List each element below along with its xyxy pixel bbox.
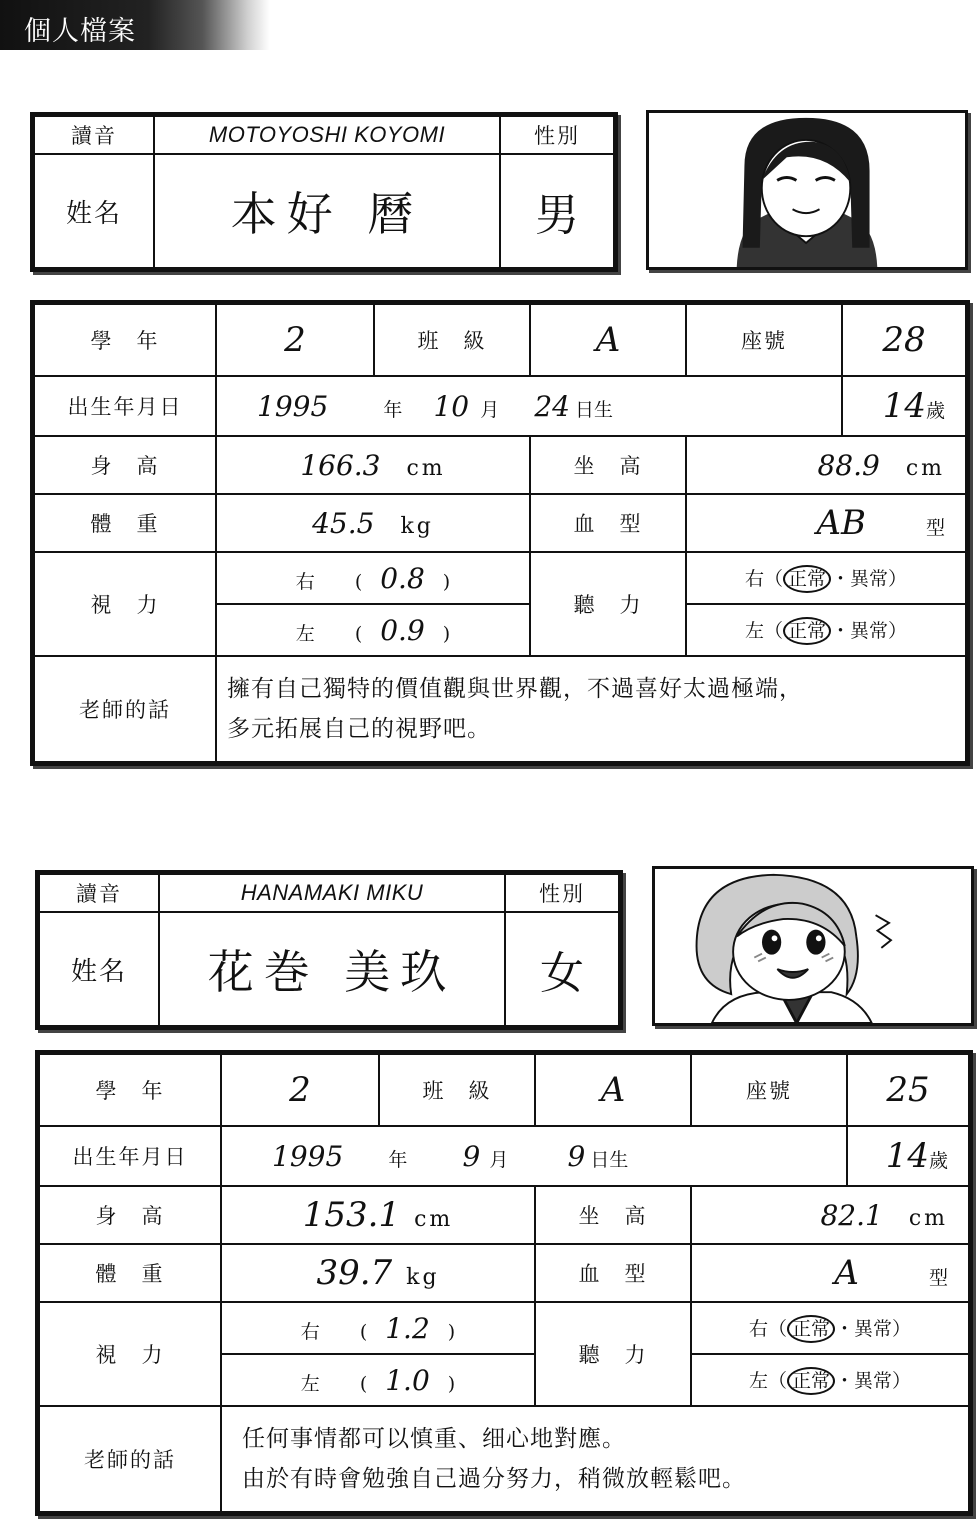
hearing-right-selected: 正常 bbox=[783, 565, 831, 593]
hearing-left: 左（ 正常 ・異常） bbox=[691, 1354, 969, 1406]
height-unit: cm bbox=[414, 1207, 454, 1232]
age-unit: 歲 bbox=[925, 400, 945, 422]
hearing-right-label: 右 bbox=[748, 1317, 768, 1340]
birth-label: 出生年月日 bbox=[39, 1126, 221, 1186]
weight-label: 體 重 bbox=[34, 494, 216, 552]
reading-value: MOTOYOSHI KOYOMI bbox=[154, 116, 500, 154]
sitting-height-number: 82.1 bbox=[820, 1198, 883, 1232]
birth-value bbox=[221, 1126, 847, 1186]
grade-label: 學 年 bbox=[39, 1054, 221, 1126]
blood-label: 血 型 bbox=[535, 1244, 691, 1302]
seat-value: 28 bbox=[842, 304, 966, 376]
header-tab bbox=[0, 0, 270, 50]
vision-left-value: 1.0 bbox=[385, 1363, 430, 1397]
teacher-comment-line-1: 擁有自己獨特的價值觀與世界觀，不過喜好太過極端， bbox=[227, 676, 803, 702]
sitting-height-number: 88.9 bbox=[817, 448, 880, 482]
birth-value bbox=[216, 376, 842, 436]
name-label: 姓名 bbox=[34, 154, 154, 268]
blood-unit: 型 bbox=[928, 1267, 948, 1289]
blood-label: 血 型 bbox=[530, 494, 686, 552]
teacher-comment-line-2: 多元拓展自己的視野吧。 bbox=[227, 716, 491, 742]
name-card bbox=[30, 112, 618, 272]
vision-label: 視 力 bbox=[34, 552, 216, 656]
birth-label: 出生年月日 bbox=[34, 376, 216, 436]
grade-value: 2 bbox=[216, 304, 374, 376]
blood-type: A bbox=[834, 1253, 859, 1293]
portrait-hanamaki bbox=[652, 866, 974, 1026]
seat-value: 25 bbox=[847, 1054, 969, 1126]
height-value bbox=[221, 1186, 535, 1244]
weight-value bbox=[216, 494, 530, 552]
age-number: 14 bbox=[882, 386, 926, 426]
teacher-comment-line-2: 由於有時會勉強自己過分努力，稍微放輕鬆吧。 bbox=[242, 1466, 746, 1492]
sitting-height-label: 坐 高 bbox=[535, 1186, 691, 1244]
portrait-drawing bbox=[649, 113, 965, 267]
birth-month: 9 bbox=[462, 1139, 481, 1173]
reading-value: HANAMAKI MIKU bbox=[159, 874, 505, 912]
blood-unit: 型 bbox=[925, 517, 945, 539]
weight-number: 45.5 bbox=[312, 506, 375, 540]
birth-day: 9 bbox=[567, 1139, 586, 1173]
hearing-left-alt: 異常 bbox=[854, 1369, 893, 1392]
portrait-drawing bbox=[655, 869, 971, 1023]
height-number: 153.1 bbox=[302, 1195, 401, 1235]
age-unit: 歲 bbox=[928, 1150, 948, 1172]
seat-label: 座號 bbox=[691, 1054, 847, 1126]
birth-month-unit: 月 bbox=[489, 1148, 509, 1171]
vision-right-label: 右 bbox=[295, 570, 315, 593]
height-label: 身 高 bbox=[39, 1186, 221, 1244]
vision-left-value: 0.9 bbox=[380, 613, 425, 647]
teacher-label: 老師的話 bbox=[39, 1406, 221, 1512]
hearing-left-selected: 正常 bbox=[787, 1367, 835, 1395]
sex-value: 男 bbox=[500, 154, 614, 268]
sitting-height-label: 坐 高 bbox=[530, 436, 686, 494]
age-number: 14 bbox=[885, 1136, 929, 1176]
birth-year: 1995 bbox=[272, 1139, 344, 1173]
teacher-comment bbox=[216, 656, 966, 762]
birth-year: 1995 bbox=[257, 389, 329, 423]
teacher-comment-line-1: 任何事情都可以慎重、细心地對應。 bbox=[242, 1426, 626, 1452]
birth-year-unit: 年 bbox=[383, 398, 403, 421]
name-card bbox=[35, 870, 623, 1030]
birth-year-unit: 年 bbox=[388, 1148, 408, 1171]
info-table bbox=[35, 1050, 973, 1516]
vision-right-value: 1.2 bbox=[385, 1311, 430, 1345]
birth-day: 24 bbox=[534, 389, 570, 423]
height-label: 身 高 bbox=[34, 436, 216, 494]
weight-value bbox=[221, 1244, 535, 1302]
name-value: 花巻 美玖 bbox=[159, 912, 505, 1026]
height-value bbox=[216, 436, 530, 494]
teacher-label: 老師的話 bbox=[34, 656, 216, 762]
hearing-right-alt: 異常 bbox=[854, 1317, 893, 1340]
vision-label: 視 力 bbox=[39, 1302, 221, 1406]
vision-left: 左 (1.0 ) bbox=[221, 1354, 535, 1406]
blood-type: AB bbox=[816, 503, 866, 543]
vision-right-label: 右 bbox=[300, 1320, 320, 1343]
vision-right: 右 (0.8 ) bbox=[216, 552, 530, 604]
weight-number: 39.7 bbox=[316, 1253, 393, 1293]
hearing-right: 右（ 正常 ・異常） bbox=[686, 552, 966, 604]
hearing-left-alt: 異常 bbox=[850, 619, 889, 642]
hearing-label: 聽 力 bbox=[530, 552, 686, 656]
name-value: 本好 曆 bbox=[154, 154, 500, 268]
blood-value bbox=[691, 1244, 969, 1302]
birth-month-unit: 月 bbox=[480, 398, 500, 421]
age-value bbox=[842, 376, 966, 436]
sex-label: 性別 bbox=[500, 116, 614, 154]
reading-label: 讀音 bbox=[39, 874, 159, 912]
page-title: 個人檔案 bbox=[24, 16, 136, 47]
hearing-right: 右（ 正常 ・異常） bbox=[691, 1302, 969, 1354]
hearing-right-alt: 異常 bbox=[850, 567, 889, 590]
birth-day-unit: 日生 bbox=[590, 1148, 629, 1171]
hearing-left: 左（ 正常 ・異常） bbox=[686, 604, 966, 656]
class-label: 班 級 bbox=[374, 304, 530, 376]
hearing-right-label: 右 bbox=[744, 567, 764, 590]
teacher-comment bbox=[221, 1406, 969, 1512]
vision-right: 右 (1.2 ) bbox=[221, 1302, 535, 1354]
hearing-left-selected: 正常 bbox=[783, 617, 831, 645]
vision-left-label: 左 bbox=[295, 622, 315, 645]
hearing-right-selected: 正常 bbox=[787, 1315, 835, 1343]
weight-unit: kg bbox=[406, 1265, 440, 1290]
class-value: A bbox=[535, 1054, 691, 1126]
name-label: 姓名 bbox=[39, 912, 159, 1026]
age-value bbox=[847, 1126, 969, 1186]
sitting-height-unit: cm bbox=[905, 455, 945, 481]
sitting-height-value bbox=[686, 436, 966, 494]
vision-left-label: 左 bbox=[300, 1372, 320, 1395]
seat-label: 座號 bbox=[686, 304, 842, 376]
grade-value: 2 bbox=[221, 1054, 379, 1126]
weight-label: 體 重 bbox=[39, 1244, 221, 1302]
info-table bbox=[30, 300, 970, 766]
sex-value: 女 bbox=[505, 912, 619, 1026]
height-unit: cm bbox=[406, 455, 446, 481]
class-label: 班 級 bbox=[379, 1054, 535, 1126]
height-number: 166.3 bbox=[300, 448, 381, 482]
class-value: A bbox=[530, 304, 686, 376]
hearing-left-label: 左 bbox=[744, 619, 764, 642]
sex-label: 性別 bbox=[505, 874, 619, 912]
hearing-label: 聽 力 bbox=[535, 1302, 691, 1406]
sitting-height-unit: cm bbox=[908, 1205, 948, 1231]
reading-label: 讀音 bbox=[34, 116, 154, 154]
sitting-height-value bbox=[691, 1186, 969, 1244]
birth-month: 10 bbox=[433, 389, 470, 423]
weight-unit: kg bbox=[400, 513, 434, 539]
blood-value bbox=[686, 494, 966, 552]
birth-day-unit: 日生 bbox=[575, 398, 614, 421]
vision-left: 左 (0.9 ) bbox=[216, 604, 530, 656]
hearing-left-label: 左 bbox=[748, 1369, 768, 1392]
vision-right-value: 0.8 bbox=[380, 561, 425, 595]
grade-label: 學 年 bbox=[34, 304, 216, 376]
portrait-motoyoshi bbox=[646, 110, 968, 270]
